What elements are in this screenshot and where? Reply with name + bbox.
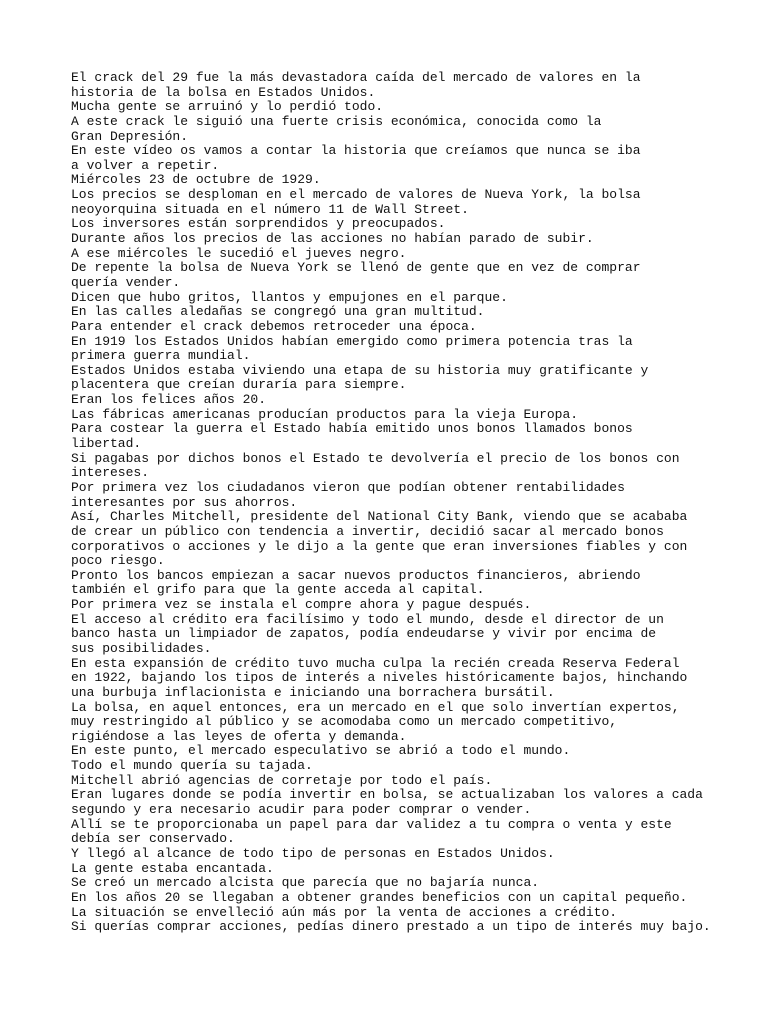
- text-line: corporativos o acciones y le dijo a la gente que eran inversiones fiables y con: [71, 538, 688, 554]
- text-line: quería vender.: [71, 274, 181, 290]
- text-line: Se creó un mercado alcista que parecía que no bajaría nunca.: [71, 875, 540, 891]
- text-line: Así, Charles Mitchell, presidente del National City Bank, viendo que se acababa: [71, 509, 688, 525]
- text-line: Para costear la guerra el Estado había emitido unos bonos llamados bonos: [71, 421, 633, 437]
- text-line: de crear un público con tendencia a invertir, decidió sacar al mercado bonos: [71, 523, 664, 539]
- text-line: neoyorquina situada en el número 11 de Wall Street.: [71, 201, 469, 217]
- text-line: Estados Unidos estaba viviendo una etapa de su historia muy gratificante y: [71, 362, 649, 378]
- text-line: La bolsa, en aquel entonces, era un mercado en el que solo invertían expertos,: [71, 699, 680, 715]
- text-line: Todo el mundo quería su tajada.: [71, 758, 313, 774]
- text-line: La gente estaba encantada.: [71, 860, 274, 876]
- text-line: también el grifo para que la gente acceda al capital.: [71, 582, 485, 598]
- text-line: El crack del 29 fue la más devastadora caída del mercado de valores en la: [71, 70, 641, 85]
- text-line: Las fábricas americanas producían productos para la vieja Europa.: [71, 406, 579, 422]
- text-line: libertad.: [71, 436, 142, 452]
- text-line: Por primera vez se instala el compre ahora y pague después.: [71, 597, 532, 613]
- text-line: placentera que creían duraría para siempre.: [71, 377, 407, 393]
- text-line: A ese miércoles le sucedió el jueves negro.: [71, 245, 407, 261]
- text-line: banco hasta un limpiador de zapatos, podía endeudarse y vivir por encima de: [71, 626, 657, 642]
- text-line: Los precios se desploman en el mercado de valores de Nueva York, la bolsa: [71, 187, 641, 203]
- text-line: rigiéndose a las leyes de oferta y demanda.: [71, 728, 407, 744]
- text-line: El acceso al crédito era facilísimo y todo el mundo, desde el director de un: [71, 611, 664, 627]
- text-line: debía ser conservado.: [71, 831, 235, 847]
- text-line: Allí se te proporcionaba un papel para dar validez a tu compra o venta y este: [71, 816, 672, 832]
- text-line: poco riesgo.: [71, 553, 165, 569]
- text-line: a volver a repetir.: [71, 157, 220, 173]
- text-line: Eran los felices años 20.: [71, 392, 267, 408]
- text-line: En las calles aledañas se congregó una gran multitud.: [71, 304, 485, 320]
- text-line: En 1919 los Estados Unidos habían emergido como primera potencia tras la: [71, 333, 633, 349]
- text-line: Para entender el crack debemos retroceder una época.: [71, 318, 477, 334]
- text-line: Si querías comprar acciones, pedías dinero prestado a un tipo de interés muy bajo.: [71, 919, 711, 935]
- text-line: muy restringido al público y se acomodaba como un mercado competitivo,: [71, 714, 618, 730]
- text-line: Eran lugares donde se podía invertir en bolsa, se actualizaban los valores a cada: [71, 787, 703, 803]
- text-line: A este crack le siguió una fuerte crisis económica, conocida como la: [71, 113, 602, 129]
- text-line: Si pagabas por dichos bonos el Estado te devolvería el precio de los bonos con: [71, 450, 680, 466]
- text-line: Dicen que hubo gritos, llantos y empujones en el parque.: [71, 289, 508, 305]
- text-line: historia de la bolsa en Estados Unidos.: [71, 84, 376, 100]
- text-line: Miércoles 23 de octubre de 1929.: [71, 172, 321, 188]
- text-line: primera guerra mundial.: [71, 348, 251, 364]
- text-line: De repente la bolsa de Nueva York se llenó de gente que en vez de comprar: [71, 260, 641, 276]
- text-line: En esta expansión de crédito tuvo mucha culpa la recién creada Reserva Federal: [71, 655, 680, 671]
- text-line: Por primera vez los ciudadanos vieron que podían obtener rentabilidades: [71, 479, 625, 495]
- text-line: Y llegó al alcance de todo tipo de personas en Estados Unidos.: [71, 845, 555, 861]
- text-line: Los inversores están sorprendidos y preocupados.: [71, 216, 446, 232]
- text-line: Gran Depresión.: [71, 128, 189, 144]
- text-line: interesantes por sus ahorros.: [71, 494, 298, 510]
- text-line: en 1922, bajando los tipos de interés a niveles históricamente bajos, hinchando: [71, 670, 688, 686]
- text-line: Mucha gente se arruinó y lo perdió todo.: [71, 99, 384, 115]
- text-line: Pronto los bancos empiezan a sacar nuevos productos financieros, abriendo: [71, 567, 641, 583]
- text-line: En los años 20 se llegaban a obtener grandes beneficios con un capital pequeño.: [71, 889, 688, 905]
- text-line: Durante años los precios de las acciones no habían parado de subir.: [71, 231, 594, 247]
- text-line: La situación se envelleció aún más por la venta de acciones a crédito.: [71, 904, 618, 920]
- text-line: intereses.: [71, 465, 150, 481]
- text-line: sus posibilidades.: [71, 640, 212, 656]
- text-line: En este vídeo os vamos a contar la historia que creíamos que nunca se iba: [71, 143, 641, 159]
- text-line: segundo y era necesario acudir para poder comprar o vender.: [71, 802, 532, 818]
- text-line: En este punto, el mercado especulativo se abrió a todo el mundo.: [71, 743, 571, 759]
- document-body-text: [71, 71, 721, 935]
- text-line: una burbuja inflacionista e iniciando una borrachera bursátil.: [71, 684, 555, 700]
- text-line: Mitchell abrió agencias de corretaje por todo el país.: [71, 772, 493, 788]
